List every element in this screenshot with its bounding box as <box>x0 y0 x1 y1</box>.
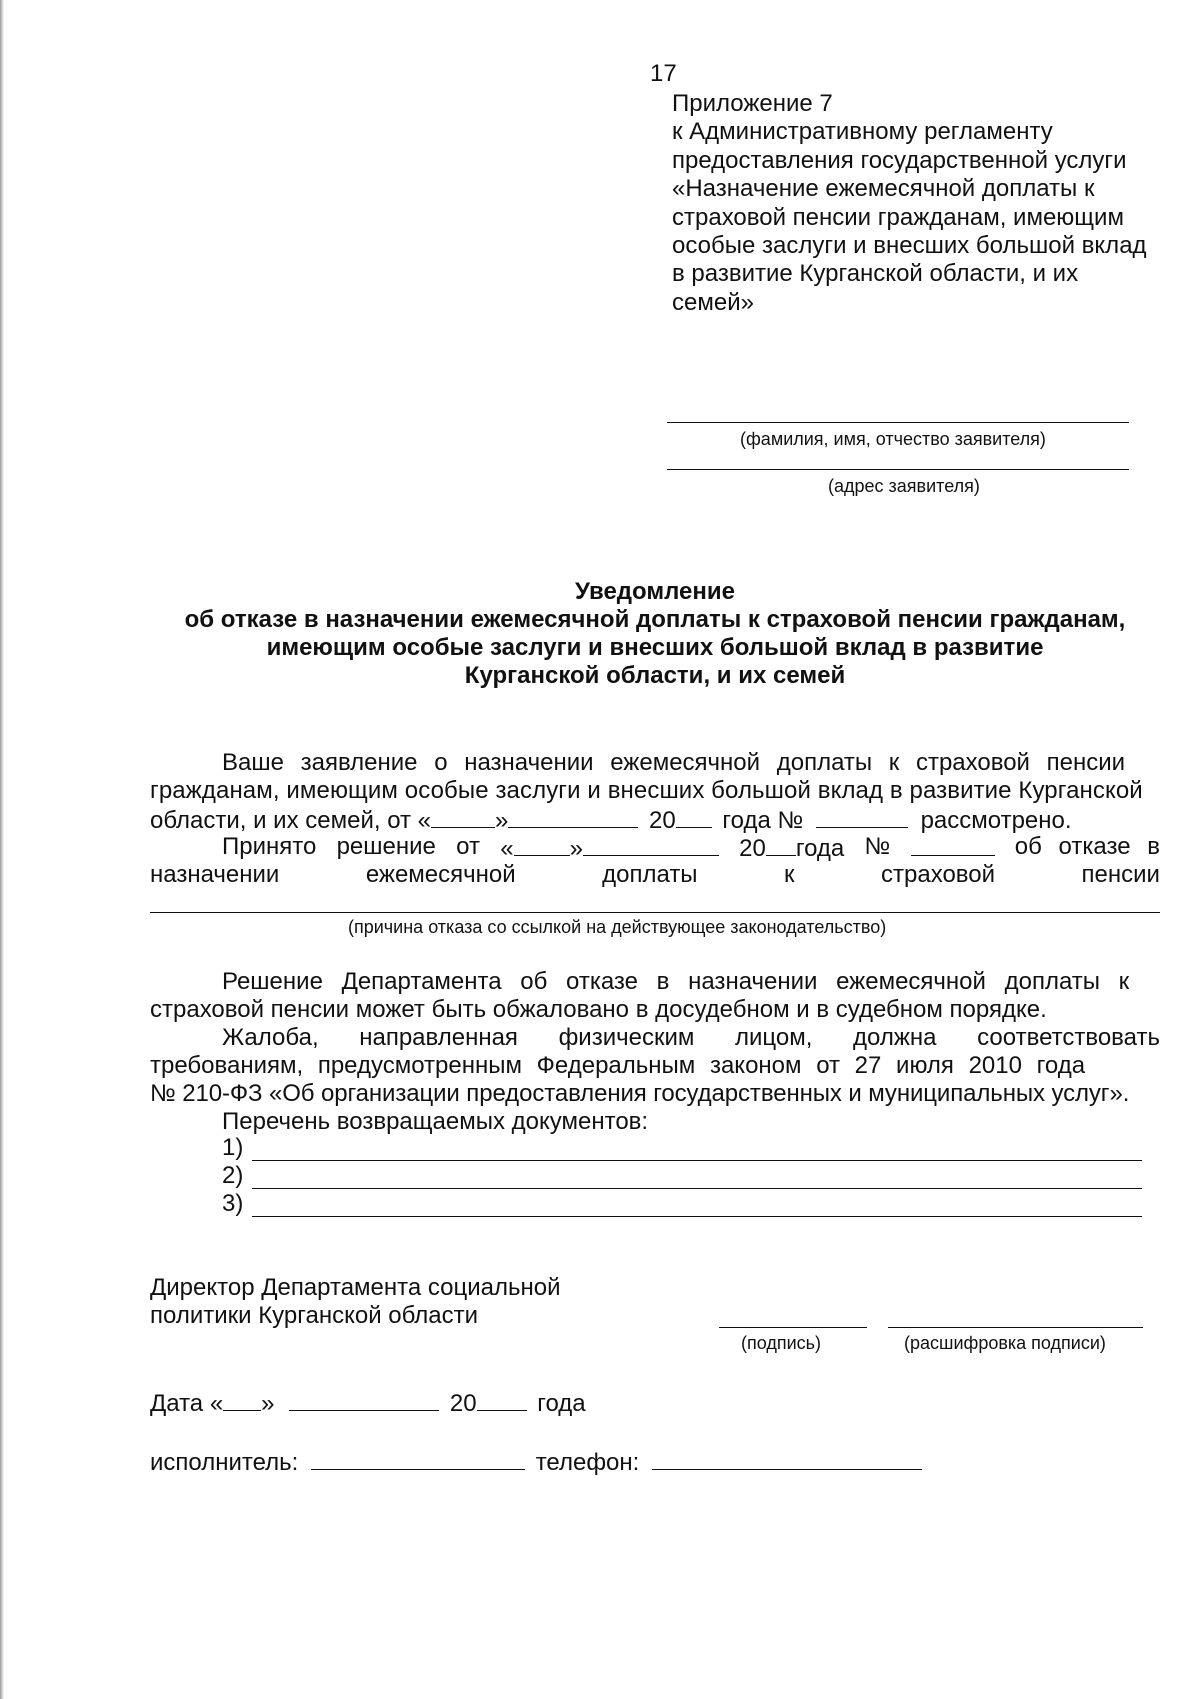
word: физическим <box>558 1024 695 1051</box>
text-fragment: рассмотрено. <box>920 807 1072 834</box>
year-blank[interactable] <box>477 1388 527 1411</box>
title-line: Уведомление <box>574 578 735 605</box>
word: от <box>456 833 480 860</box>
date-label: Дата « <box>150 1390 224 1417</box>
month-blank[interactable] <box>289 1388 439 1411</box>
docs-item-number: 3) <box>222 1190 244 1217</box>
title-line: об отказе в назначении ежемесячной доплаты к страховой пенсии гражданам, <box>184 606 1126 633</box>
day-blank[interactable] <box>431 805 495 828</box>
number-blank[interactable] <box>911 833 995 856</box>
appendix-line: особые заслуги и внесших большой вклад <box>672 232 1147 260</box>
paragraph-1-line-3 <box>150 805 1072 835</box>
paragraph-3-line-1 <box>222 968 1160 996</box>
word: лицом, <box>735 1024 813 1051</box>
paragraph-1-line-1 <box>222 749 1160 777</box>
scan-edge <box>0 0 4 1699</box>
signature-decode-caption: (расшифровка подписи) <box>904 1333 1106 1353</box>
signature-caption: (подпись) <box>741 1333 822 1353</box>
phone-label: телефон: <box>535 1449 640 1476</box>
year-blank[interactable] <box>676 805 712 828</box>
signature-decode-line[interactable] <box>888 1327 1143 1328</box>
text-line: Ваше заявление о назначении ежемесячной доплаты к страховой пенсии <box>222 749 1126 776</box>
text-fragment: » <box>261 1390 275 1417</box>
word: ежемесячной <box>365 861 516 888</box>
reason-line[interactable] <box>150 912 1160 913</box>
text-fragment: » <box>569 835 583 862</box>
text-fragment: 20 <box>649 807 676 834</box>
executor-blank[interactable] <box>311 1447 525 1470</box>
word: страховой <box>881 861 996 888</box>
reason-caption: (причина отказа со ссылкой на действующее законодательство) <box>348 917 887 937</box>
docs-item-line[interactable] <box>252 1160 1142 1161</box>
number-blank[interactable] <box>816 805 908 828</box>
year-blank[interactable] <box>766 833 796 856</box>
text-fragment: 20 <box>739 835 766 862</box>
text-line: Решение Департамента об отказе в назначении ежемесячной доплаты к <box>222 968 1130 995</box>
page-number: 17 <box>650 60 677 87</box>
appendix-line: «Назначение ежемесячной доплаты к <box>672 175 1095 203</box>
phone-blank[interactable] <box>652 1447 922 1470</box>
applicant-address-line[interactable] <box>667 469 1129 470</box>
title-line: имеющим особые заслуги и внесших большой вклад в развитие <box>266 634 1044 661</box>
appendix-line: семей» <box>672 288 754 316</box>
month-blank[interactable] <box>583 833 719 856</box>
word: назначении <box>150 861 280 888</box>
appendix-header <box>672 90 1172 317</box>
docs-heading: Перечень возвращаемых документов: <box>222 1108 649 1135</box>
text-fragment: года № <box>722 807 804 834</box>
appendix-line: предоставления государственной услуги <box>672 146 1127 174</box>
paragraph-4-line-2: требованиям, предусмотренным Федеральным законом от 27 июля 2010 года <box>150 1052 1086 1079</box>
word: об отказе в <box>1014 833 1160 860</box>
word: должна <box>853 1024 937 1051</box>
appendix-line: Приложение 7 <box>672 90 833 117</box>
signatory-position: Директор Департамента социальной <box>150 1274 561 1301</box>
paragraph-4-line-1 <box>222 1024 1160 1052</box>
docs-item-line[interactable] <box>252 1216 1142 1217</box>
word: направленная <box>359 1024 518 1051</box>
day-blank[interactable] <box>223 1388 261 1411</box>
docs-item-line[interactable] <box>252 1188 1142 1189</box>
word: № <box>864 833 891 860</box>
date-row <box>150 1388 586 1418</box>
executor-row <box>150 1447 922 1477</box>
word: Принято <box>222 833 317 860</box>
signatory-position: политики Курганской области <box>150 1302 479 1329</box>
text-fragment: года <box>537 1390 586 1417</box>
docs-item-number: 2) <box>222 1162 244 1189</box>
applicant-name-caption: (фамилия, имя, отчество заявителя) <box>740 429 1046 449</box>
paragraph-2-line-2 <box>150 861 1160 889</box>
applicant-address-caption: (адрес заявителя) <box>828 476 980 496</box>
applicant-name-line[interactable] <box>667 422 1129 423</box>
appendix-line: страховой пенсии гражданам, имеющим <box>672 203 1124 231</box>
paragraph-4-line-3: № 210-ФЗ «Об организации предоставления государственных и муниципальных услуг». <box>150 1080 1130 1107</box>
text-fragment: области, и их семей, от « <box>150 807 432 834</box>
signature-line[interactable] <box>719 1327 867 1328</box>
text-fragment: 20 <box>449 1390 477 1417</box>
word: Жалоба, <box>222 1024 319 1051</box>
year-field <box>739 833 844 863</box>
title-line: Курганской области, и их семей <box>464 662 846 689</box>
paragraph-1-line-2: гражданам, имеющим особые заслуги и внесших большой вклад в развитие Курганской <box>150 777 1143 804</box>
appendix-line: к Административному регламенту <box>672 118 1053 146</box>
paragraph-3-line-2: страховой пенсии может быть обжаловано в досудебном и в судебном порядке. <box>150 996 1047 1023</box>
executor-label: исполнитель: <box>150 1449 299 1476</box>
appendix-line: в развитие Курганской области, и их <box>672 260 1079 288</box>
date-field <box>500 833 719 863</box>
word: пенсии <box>1081 861 1160 888</box>
notice-title <box>130 578 1180 690</box>
text-fragment: года <box>795 835 845 862</box>
word: доплаты <box>602 861 698 888</box>
paragraph-2-line-1 <box>222 833 1160 863</box>
docs-item-number: 1) <box>222 1134 244 1161</box>
text-fragment: « <box>500 835 514 862</box>
word: к <box>784 861 795 888</box>
month-blank[interactable] <box>508 805 638 828</box>
word: решение <box>336 833 436 860</box>
word: соответствовать <box>977 1024 1160 1051</box>
text-fragment: » <box>495 807 509 834</box>
day-blank[interactable] <box>514 833 570 856</box>
